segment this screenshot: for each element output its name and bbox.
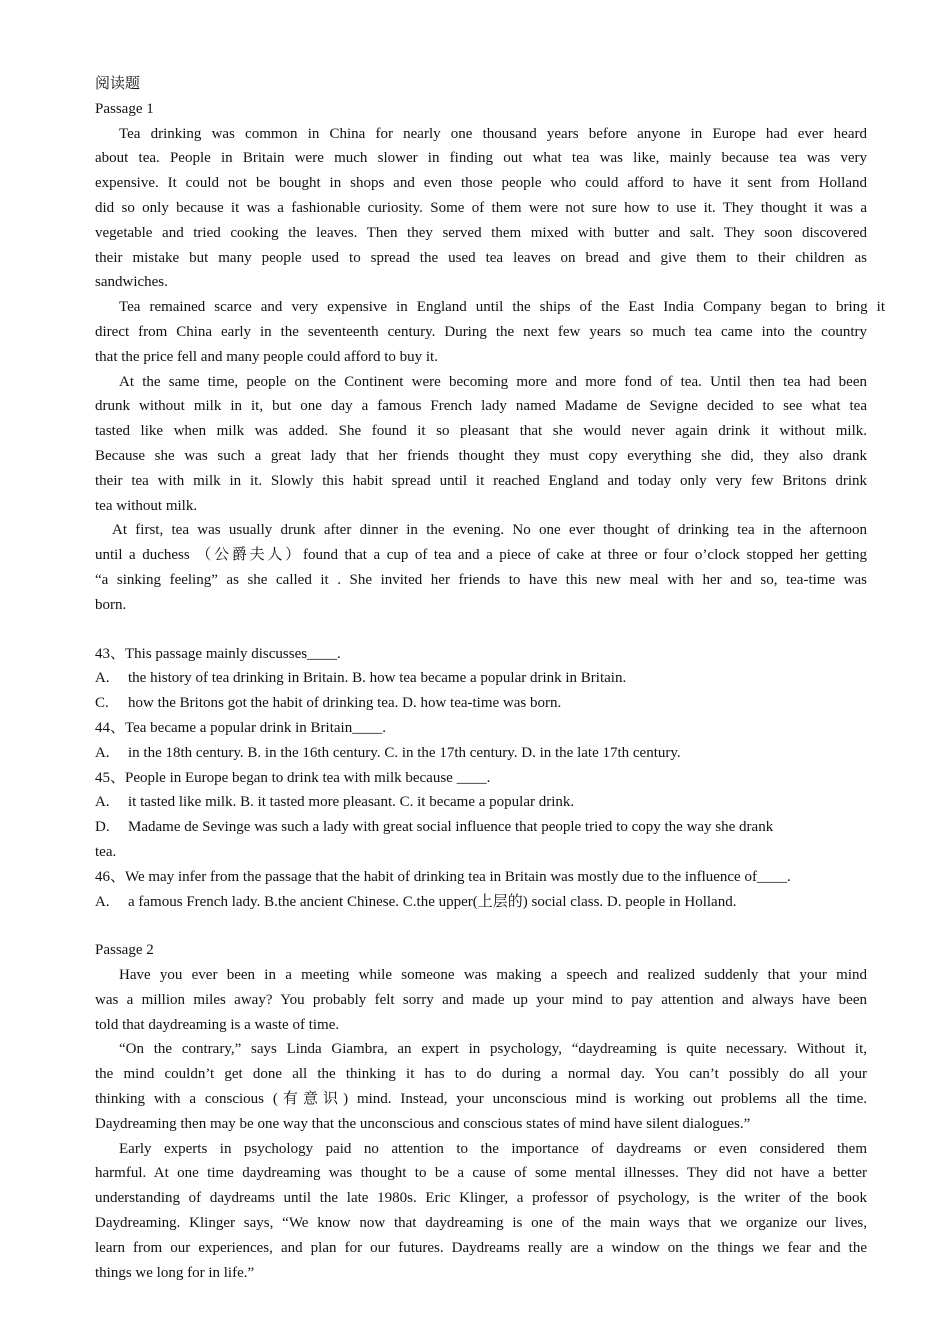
question-option	[95, 815, 867, 840]
option-text: a famous French lady. B.the ancient Chinese. C.the upper(上层的) social class. D. people in Holland.	[128, 893, 737, 910]
text-line: Have you ever been in a meeting while someone was making a speech and realized suddenly that your mind	[119, 967, 867, 984]
question-43	[95, 642, 867, 716]
passage-2-paragraph-1	[95, 963, 867, 1037]
text-line: the mind couldn’t get done all the thinking it has to do during a normal day. You can’t possibly do all your	[95, 1066, 867, 1083]
text-line: about tea. People in Britain were much slower in finding out what tea was like, mainly because tea was very	[95, 150, 867, 167]
text-line: their mistake but many people used to spread the used tea leaves on bread and give them to their children as	[95, 249, 867, 266]
text-line: born.	[95, 596, 127, 613]
text-line: did so only because it was a fashionable curiosity. Some of them were not sure how to use it. They thought it was a	[95, 199, 867, 216]
passage-2-title: Passage 2	[95, 942, 154, 959]
option-letter: D.	[95, 819, 110, 836]
question-option	[95, 666, 867, 691]
text-line: understanding of daydreams until the late 1980s. Eric Klinger, a professor of psychology, is the writer of the book	[95, 1190, 867, 1207]
text-line: Daydreaming then may be one way that the unconscious and conscious states of mind have silent dialogues.”	[95, 1115, 751, 1132]
text-line: direct from China early in the seventeenth century. During the next few years so much tea came into the country	[95, 323, 867, 340]
text-line: tea without milk.	[95, 497, 198, 514]
passage-1-paragraph-1	[95, 122, 867, 296]
question-option-continuation: tea.	[95, 843, 117, 860]
section-heading: 阅读题	[95, 76, 141, 92]
text-line: Early experts in psychology paid no attention to the importance of daydreams or even considered them	[119, 1140, 867, 1157]
option-text: the history of tea drinking in Britain. B. how tea became a popular drink in Britain.	[128, 670, 627, 687]
text-line: things we long for in life.”	[95, 1264, 255, 1281]
passage-1-title: Passage 1	[95, 100, 154, 117]
option-letter: A.	[95, 794, 110, 811]
passage-1-paragraph-3	[95, 370, 867, 519]
text-line: thinking with a conscious (有意识) mind. Instead, your unconscious mind is working out problems all the time.	[95, 1091, 867, 1108]
text-line: learn from our experiences, and plan for our futures. Daydreams really are a window on the things we fear and the	[95, 1239, 867, 1256]
option-letter: A.	[95, 744, 110, 761]
text-line: Tea drinking was common in China for nearly one thousand years before anyone in Europe had ever heard	[119, 125, 867, 142]
passage-1-paragraph-2	[95, 295, 885, 369]
text-line: Because she was such a great lady that her friends thought they must copy everything she did, they also drank	[95, 447, 867, 464]
text-line: was a million miles away? You probably felt sorry and made up your mind to pay attention and always have been	[95, 991, 867, 1008]
text-line: Tea remained scarce and very expensive in England until the ships of the East India Company began to bring it	[119, 299, 885, 316]
question-stem: 43、This passage mainly discusses____.	[95, 645, 341, 662]
question-stem: 45、People in Europe began to drink tea with milk because ____.	[95, 769, 491, 786]
question-44	[95, 716, 867, 766]
text-line: until a duchess （公爵夫人）found that a cup of tea and a piece of cake at three or four o’clock stopped her getting	[95, 547, 867, 564]
text-line: expensive. It could not be bought in shops and even those people who could afford to have it sent from Holland	[95, 175, 867, 192]
text-line: that the price fell and many people could afford to buy it.	[95, 348, 438, 365]
passage-2-paragraph-2	[95, 1037, 867, 1136]
text-line: “a sinking feeling” as she called it . She invited her friends to have this new meal with her and so, tea-time was	[95, 571, 867, 588]
question-option	[95, 691, 867, 716]
text-line: tasted like when milk was added. She found it so pleasant that she would never again drink it without milk.	[95, 423, 867, 440]
passage-2-paragraph-3	[95, 1137, 867, 1286]
text-line: told that daydreaming is a waste of time.	[95, 1016, 340, 1033]
text-line: their tea with milk in it. Slowly this habit spread until it reached England and today only very few Britons drink	[95, 472, 867, 489]
option-letter: C.	[95, 695, 109, 712]
passage-1-paragraph-4	[95, 518, 867, 617]
text-line: At first, tea was usually drunk after dinner in the evening. No one ever thought of drinking tea in the afternoon	[112, 522, 867, 539]
question-45	[95, 766, 867, 865]
text-line: vegetable and tried cooking the leaves. Then they served them mixed with butter and salt. They soon discovered	[95, 224, 867, 241]
option-text: Madame de Sevinge was such a lady with great social influence that people tried to copy the way she drank	[128, 819, 774, 836]
question-stem: 46、We may infer from the passage that the habit of drinking tea in Britain was mostly due to the influence of____.	[95, 868, 791, 885]
text-line: drunk without milk in it, but one day a famous French lady named Madame de Sevigne decided to see what tea	[95, 398, 867, 415]
question-option	[95, 790, 867, 815]
option-text: how the Britons got the habit of drinking tea. D. how tea-time was born.	[128, 695, 562, 712]
option-letter: A.	[95, 893, 110, 910]
document-page	[95, 72, 885, 1285]
text-line: Daydreaming. Klinger says, “We know now that daydreaming is one of the main ways that we organize our lives,	[95, 1215, 867, 1232]
option-text: in the 18th century. B. in the 16th century. C. in the 17th century. D. in the late 17th century.	[128, 744, 681, 761]
text-line: harmful. At one time daydreaming was thought to be a cause of some mental illnesses. They did not have a better	[95, 1165, 867, 1182]
question-stem: 44、Tea became a popular drink in Britain____.	[95, 719, 386, 736]
question-46	[95, 865, 867, 915]
text-line: sandwiches.	[95, 274, 168, 291]
text-line: At the same time, people on the Continent were becoming more and more fond of tea. Until then tea had been	[119, 373, 867, 390]
option-letter: A.	[95, 670, 110, 687]
question-option	[95, 741, 867, 766]
text-line: “On the contrary,” says Linda Giambra, an expert in psychology, “daydreaming is quite necessary. Without it,	[119, 1041, 867, 1058]
question-option	[95, 890, 867, 915]
option-text: it tasted like milk. B. it tasted more pleasant. C. it became a popular drink.	[128, 794, 575, 811]
